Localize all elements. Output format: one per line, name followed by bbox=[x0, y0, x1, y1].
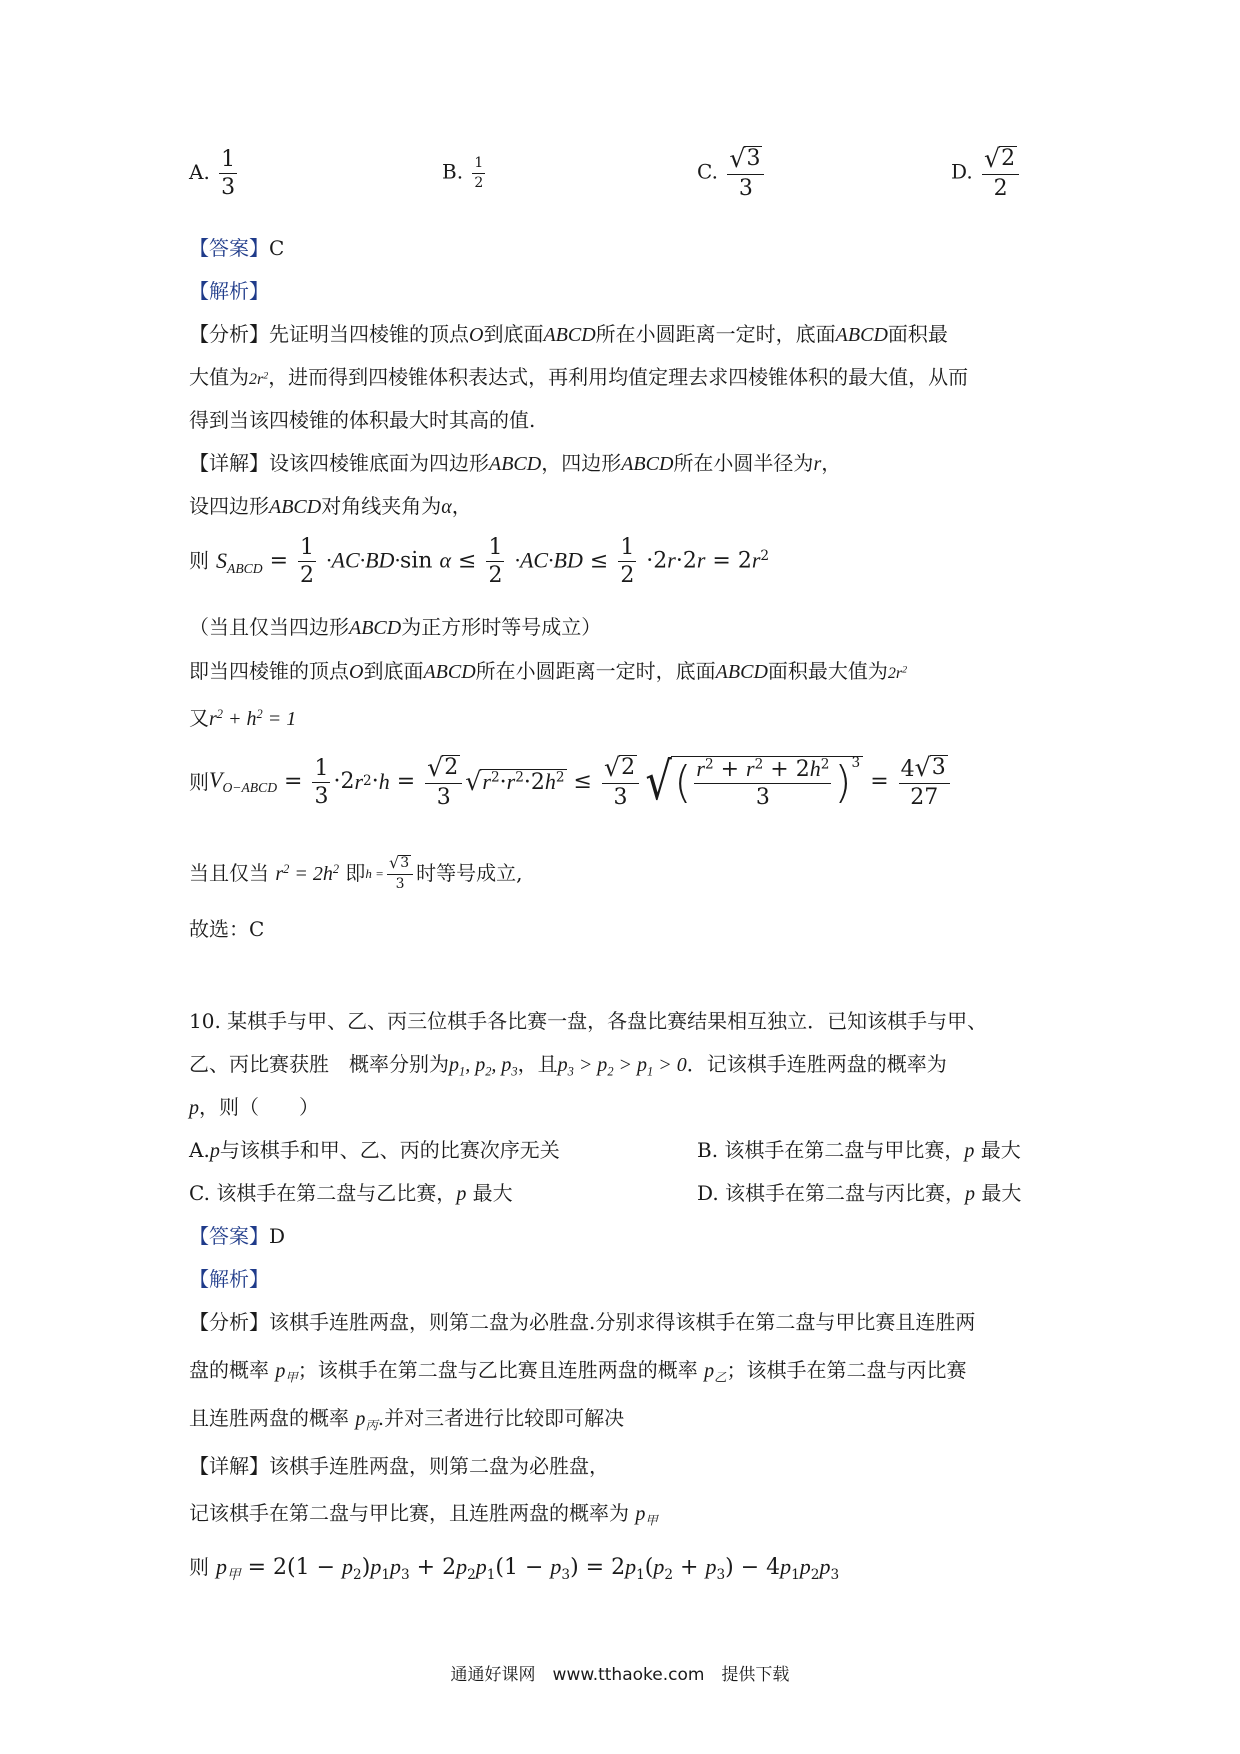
you-line bbox=[189, 708, 296, 729]
math: = 1 bbox=[267, 708, 297, 730]
math: ABCD bbox=[621, 453, 674, 475]
text: 又 bbox=[189, 706, 209, 730]
text: 即当四棱锥的顶点 bbox=[189, 659, 349, 683]
q10-stem-1 bbox=[189, 1011, 987, 1031]
math: $p_甲$ bbox=[635, 1503, 658, 1528]
text: 设四边形 bbox=[189, 494, 269, 518]
sqrt: √ 3 bbox=[729, 144, 761, 173]
q10-option-c bbox=[189, 1183, 513, 1204]
math: p bbox=[456, 1183, 467, 1205]
q10-xiangjie-2 bbox=[189, 1503, 658, 1527]
q10-analysis-heading bbox=[189, 1269, 269, 1289]
option-letter: B. bbox=[697, 1138, 719, 1162]
text: 该棋手在第二盘与甲比赛， bbox=[724, 1138, 965, 1162]
math: $S_{ABCD}$ bbox=[216, 547, 263, 576]
option-b bbox=[442, 156, 488, 190]
answer-value: D bbox=[269, 1224, 286, 1248]
math: r bbox=[813, 453, 822, 475]
answer-value: C bbox=[269, 236, 285, 260]
xiangjie-tag: 【详解】 bbox=[189, 451, 269, 475]
text: ；该棋手在第二盘与丙比赛 bbox=[726, 1358, 967, 1382]
option-letter: D. bbox=[697, 1181, 719, 1205]
math: $2r^2$ bbox=[887, 664, 908, 682]
text: 故选：C bbox=[189, 917, 265, 941]
option-c bbox=[697, 146, 767, 200]
fraction: $\frac{1}{2}$ bbox=[300, 535, 314, 589]
denominator: 2 bbox=[474, 174, 484, 191]
option-letter: D. bbox=[951, 159, 973, 184]
answer-tag: 【答案】 bbox=[189, 1224, 269, 1248]
guxuan-line bbox=[189, 919, 264, 939]
fraction: √ 3 3 bbox=[387, 855, 413, 891]
text: 该棋手在第二盘与丙比赛， bbox=[725, 1181, 966, 1205]
text: ．记该棋手连胜两盘的概率为 bbox=[686, 1052, 947, 1076]
text: 盘的概率 bbox=[189, 1358, 269, 1382]
fraction bbox=[219, 148, 237, 199]
text: 则 bbox=[189, 770, 209, 795]
text: ，进而得到四棱锥体积表达式，再利用均值定理去求四棱锥体积的最大值，从而 bbox=[268, 365, 969, 389]
text: 最大 bbox=[981, 1181, 1022, 1205]
text: 对角线夹角为 bbox=[321, 494, 442, 518]
math: ABCD bbox=[715, 661, 768, 683]
text: 该棋手在第二盘与乙比赛， bbox=[216, 1181, 457, 1205]
fraction: $\frac{1}{2}$ bbox=[620, 535, 635, 589]
denominator: 3 bbox=[738, 176, 753, 202]
text: 所在小圆距离一定时，底面 bbox=[595, 322, 836, 346]
q10-formula: 则 $p_甲 = 2(1 - p_2)p_1p_3 + 2p_2p_1(1 - p_3) = 2p_1(p_2 + p_3) - 4p_1p_2p_3$ bbox=[189, 1554, 840, 1583]
option-letter: A. bbox=[189, 1138, 210, 1162]
option-d bbox=[951, 146, 1022, 200]
sqrt: √ ( $\frac{r^2 + r^2 + 2h^2}{3}$ ) $^3$ bbox=[642, 756, 863, 809]
xiangjie-line-2 bbox=[189, 496, 472, 517]
math: ABCD bbox=[543, 324, 596, 346]
fraction bbox=[982, 146, 1019, 200]
math: p bbox=[189, 1097, 199, 1119]
q10-option-a bbox=[189, 1140, 560, 1161]
numerator: 1 bbox=[472, 156, 485, 174]
fraction: $\frac{1}{2}$ bbox=[488, 535, 503, 589]
denominator: 2 bbox=[993, 176, 1008, 202]
analysis-tag: 【解析】 bbox=[189, 279, 269, 303]
text: ，且 bbox=[517, 1052, 558, 1076]
option-a bbox=[189, 148, 240, 199]
fraction: √ 2 3 bbox=[602, 755, 639, 809]
math: O bbox=[349, 661, 364, 683]
text: 与该棋手和甲、乙、丙的比赛次序无关 bbox=[219, 1138, 560, 1162]
option-letter: A. bbox=[189, 160, 210, 185]
option-letter: C. bbox=[189, 1181, 210, 1205]
text: 且连胜两盘的概率 bbox=[189, 1406, 349, 1430]
xiangjie-tag: 【详解】 bbox=[189, 1454, 269, 1478]
text: ；该棋手在第二盘与乙比赛且连胜两盘的概率 bbox=[297, 1358, 698, 1382]
text: 10. 某棋手与甲、乙、丙三位棋手各比赛一盘，各盘比赛结果相互独立．已知该棋手与甲、 bbox=[189, 1009, 988, 1033]
text: 该棋手连胜两盘，则第二盘为必胜盘， bbox=[269, 1454, 609, 1478]
area-formula: 则 $S_{ABCD}$ = $\frac{1}{2}$ ·AC·BD·sin α ≤ $\frac{1}{2}$ ·AC·BD ≤ $\frac{1}{2}$ $\cdot 2r\cdot 2r = 2r^2$ bbox=[189, 535, 770, 589]
q10-fenxi-1 bbox=[189, 1312, 975, 1332]
math: O bbox=[469, 324, 484, 346]
fraction: 4 √ 3 27 bbox=[899, 755, 950, 809]
text: 最大 bbox=[980, 1138, 1021, 1162]
text: ， bbox=[821, 451, 842, 475]
volume-formula: 则 $V_{O-ABCD}$ = $\frac{1}{3}$ ·2 r 2 · h = √ 2 3 √ $r^2\cdot r^2\cdot 2h^2$ ≤ √ 2 3 √ ( $\frac{r^2 + r^2 + 2h^2}{3}$ ) $^3$ = 4 √ 3 27 bbox=[189, 755, 953, 809]
q10-xiangjie-1 bbox=[189, 1456, 609, 1476]
text: ，四边形 bbox=[541, 451, 622, 475]
q10-stem-2 bbox=[189, 1054, 947, 1078]
sqrt: √ $r^2\cdot r^2\cdot 2h^2$ bbox=[465, 767, 565, 796]
text: 最大 bbox=[472, 1181, 513, 1205]
q10-fenxi-2 bbox=[189, 1360, 967, 1384]
xiangjie-line-1 bbox=[189, 453, 841, 474]
text: 所在小圆半径为 bbox=[673, 451, 814, 475]
fraction bbox=[472, 156, 485, 190]
text: 乙、丙比赛获胜 概率分别为 bbox=[189, 1052, 449, 1076]
option-letter: B. bbox=[442, 159, 464, 184]
answer-line bbox=[189, 238, 284, 258]
text: 大值为 bbox=[189, 365, 249, 389]
text: 得到当该四棱锥的体积最大时其高的值. bbox=[189, 408, 536, 432]
text: 设该四棱锥底面为四边形 bbox=[269, 451, 489, 475]
math: $p_1$, $p_2$, $p_3$ bbox=[449, 1054, 518, 1079]
q10-fenxi-3 bbox=[189, 1408, 624, 1432]
text: 则 bbox=[189, 1555, 209, 1579]
math: $2r^2$ bbox=[249, 370, 269, 388]
fraction: $\frac{1}{3}$ bbox=[314, 755, 329, 809]
math: p bbox=[209, 1140, 220, 1162]
text: 该棋手连胜两盘，则第二盘为必胜盘.分别求得该棋手在第二盘与甲比赛且连胜两 bbox=[269, 1310, 976, 1334]
q10-option-b bbox=[697, 1140, 1021, 1161]
q10-answer-line bbox=[189, 1226, 285, 1246]
math: ABCD bbox=[349, 617, 402, 639]
fenxi-line-3 bbox=[189, 410, 535, 430]
text: （当且仅当四边形 bbox=[189, 615, 349, 639]
text: .并对三者进行比较即可解决 bbox=[377, 1406, 625, 1430]
fenxi-tag: 【分析】 bbox=[189, 1310, 269, 1334]
math: $r^2 + h^2$ bbox=[209, 707, 263, 730]
text: 为正方形时等号成立） bbox=[401, 615, 602, 639]
dangqie-line bbox=[189, 855, 523, 891]
denominator: 3 bbox=[221, 175, 236, 201]
text: 则 bbox=[189, 548, 209, 573]
fraction bbox=[727, 146, 764, 200]
text: 所在小圆距离一定时，底面 bbox=[475, 659, 716, 683]
fenxi-line-2 bbox=[189, 367, 968, 388]
sqrt: √ 2 bbox=[984, 144, 1016, 173]
math: α bbox=[441, 496, 452, 518]
text: 先证明当四棱锥的顶点 bbox=[269, 322, 469, 346]
text: 面积最大值为 bbox=[767, 659, 888, 683]
fraction: √ 2 3 bbox=[425, 755, 462, 809]
q10-option-d bbox=[697, 1183, 1021, 1204]
analysis-heading bbox=[189, 281, 269, 301]
math: $p_3 > p_2 > p_1 > 0$ bbox=[557, 1054, 687, 1079]
answer-tag: 【答案】 bbox=[189, 236, 269, 260]
math: h = bbox=[365, 865, 384, 881]
text: 当且仅当 bbox=[189, 861, 269, 886]
math: $p_甲$ bbox=[275, 1360, 298, 1385]
math: ABCD bbox=[835, 324, 888, 346]
text: 时等号成立, bbox=[416, 861, 523, 886]
analysis-tag: 【解析】 bbox=[189, 1267, 269, 1291]
math: p bbox=[964, 1140, 975, 1162]
math: ABCD bbox=[423, 661, 476, 683]
math: $r^2 = 2h^2$ bbox=[275, 861, 340, 885]
fenxi-line-1 bbox=[189, 324, 948, 345]
option-letter: C. bbox=[697, 159, 718, 184]
math: ABCD bbox=[489, 453, 542, 475]
math: $p_丙$ bbox=[355, 1408, 378, 1433]
fenxi-tag: 【分析】 bbox=[189, 322, 269, 346]
math: ABCD bbox=[269, 496, 322, 518]
text: 面积最 bbox=[887, 322, 948, 346]
text: 记该棋手在第二盘与甲比赛，且连胜两盘的概率为 bbox=[189, 1501, 629, 1525]
math: p bbox=[965, 1183, 976, 1205]
math: $p_甲$ bbox=[216, 1554, 241, 1582]
ji-line bbox=[189, 661, 907, 682]
text: ， bbox=[451, 494, 472, 518]
text: 即 bbox=[345, 861, 366, 886]
text: 到底面 bbox=[363, 659, 424, 683]
equality-note bbox=[189, 617, 601, 638]
q10-stem-3 bbox=[189, 1097, 319, 1118]
numerator: 1 bbox=[219, 148, 237, 174]
page-footer: 通通好课网 www.tthaoke.com 提供下载 bbox=[450, 1665, 790, 1685]
text: ，则（ ） bbox=[199, 1095, 319, 1119]
text: 到底面 bbox=[483, 322, 544, 346]
math: $p_乙$ bbox=[704, 1360, 727, 1385]
math: $V_{O-ABCD}$ bbox=[209, 767, 278, 796]
